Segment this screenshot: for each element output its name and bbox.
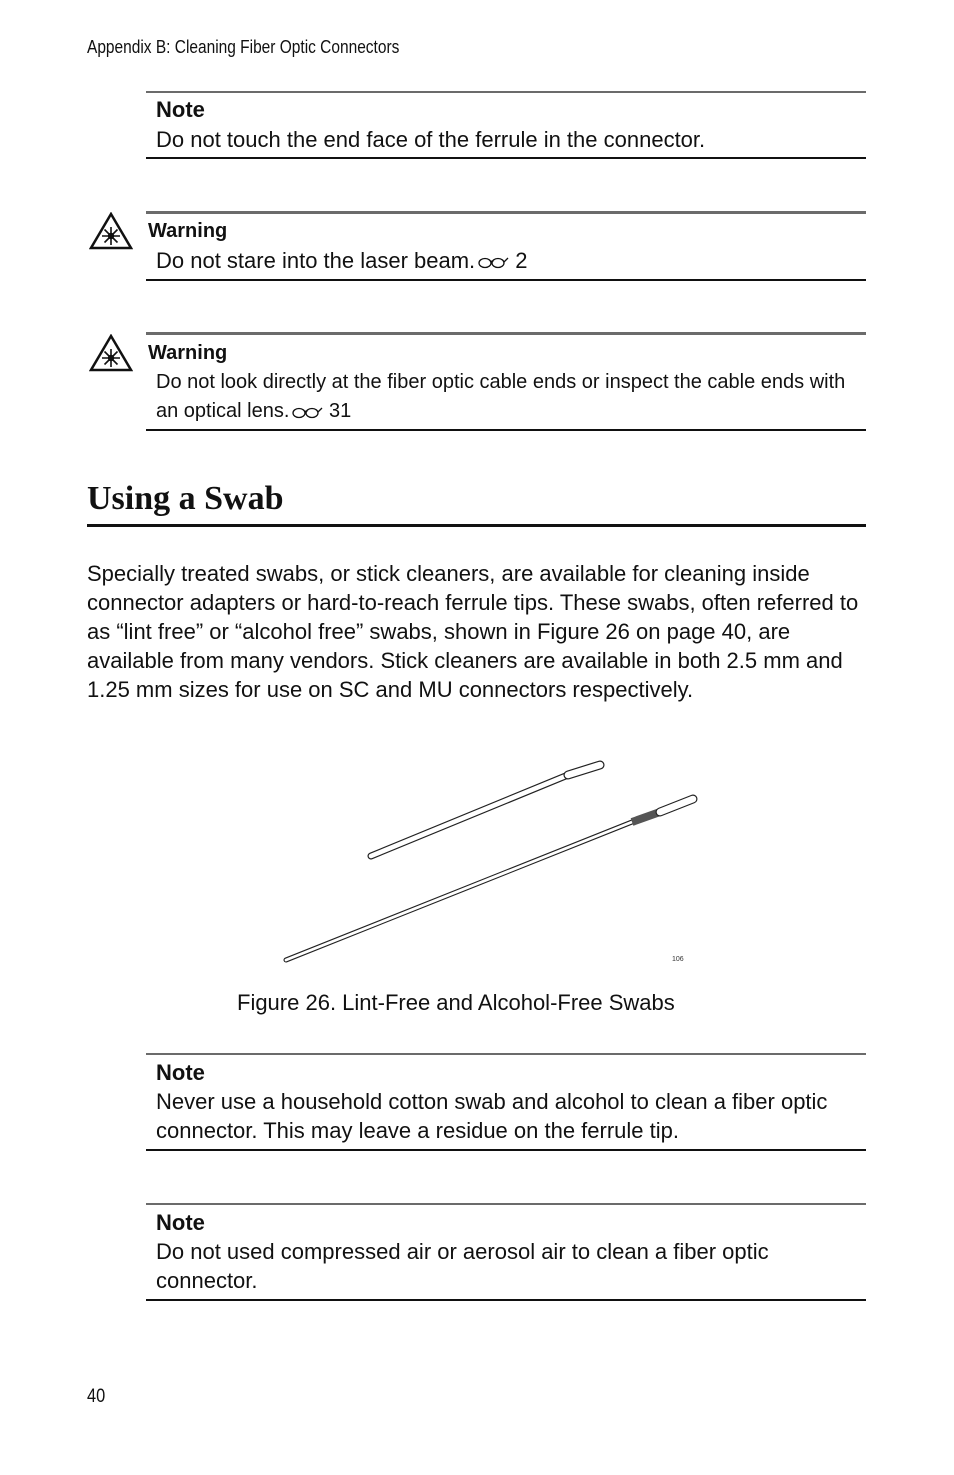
glasses-icon <box>477 255 509 269</box>
warning-label: Warning <box>148 342 228 364</box>
note-box <box>146 91 866 160</box>
warning-bottom-rule <box>146 279 866 281</box>
warning-text-body: Do not stare into the laser beam. <box>156 248 476 273</box>
running-header: Appendix B: Cleaning Fiber Optic Connectors <box>87 37 400 57</box>
warning-ref-number: 2 <box>515 248 528 273</box>
note-bottom-rule <box>146 157 866 159</box>
glasses-icon <box>291 405 323 419</box>
warning-text <box>156 246 861 275</box>
section-heading-rule <box>87 524 866 527</box>
note-text: Never use a household cotton swab and alcohol to clean a fiber optic connector. This may leave a residue on the ferrule tip. <box>156 1089 828 1143</box>
figure-id-label: 106 <box>672 956 684 963</box>
note-label: Note <box>156 1060 205 1085</box>
note-top-rule <box>146 1203 866 1205</box>
warning-top-rule <box>146 211 866 214</box>
note-top-rule <box>146 91 866 93</box>
page-number: 40 <box>87 1386 106 1407</box>
note-top-rule <box>146 1053 866 1055</box>
note-bottom-rule <box>146 1299 866 1301</box>
laser-warning-icon <box>89 212 133 250</box>
figure-caption: Figure 26. Lint-Free and Alcohol-Free Swabs <box>237 990 675 1015</box>
note-bottom-rule <box>146 1149 866 1151</box>
warning-top-rule <box>146 332 866 335</box>
warning-bottom-rule <box>146 429 866 431</box>
warning-text-body: Do not look directly at the fiber optic cable ends or inspect the cable ends with an optical lens. <box>156 371 846 422</box>
note-box <box>146 1203 866 1303</box>
warning-box <box>146 332 866 433</box>
warning-label: Warning <box>148 220 228 242</box>
warning-text <box>156 368 866 426</box>
warning-box <box>146 211 866 283</box>
note-box <box>146 1053 866 1153</box>
laser-warning-icon <box>89 334 133 372</box>
note-text: Do not used compressed air or aerosol air to clean a fiber optic connector. <box>156 1239 769 1293</box>
lint-free-swab <box>371 765 600 856</box>
section-paragraph: Specially treated swabs, or stick cleaners, are available for cleaning inside connector adapters or hard-to-reach ferrule tips. These swabs, often referred to as “lint free” or “alcohol free” swabs, shown in Figure 26 on page 40, are available from many vendors. Stick cleaners are available in both 2.5 mm and 1.25 mm sizes for use on SC and MU connectors respectively. <box>87 561 859 702</box>
swabs-illustration <box>270 750 720 980</box>
note-text: Do not touch the end face of the ferrule in the connector. <box>156 127 706 152</box>
warning-ref-number: 31 <box>328 400 352 422</box>
note-label: Note <box>156 1210 205 1235</box>
alcohol-free-swab <box>286 799 693 960</box>
section-heading: Using a Swab <box>87 480 284 517</box>
note-label: Note <box>156 97 205 122</box>
